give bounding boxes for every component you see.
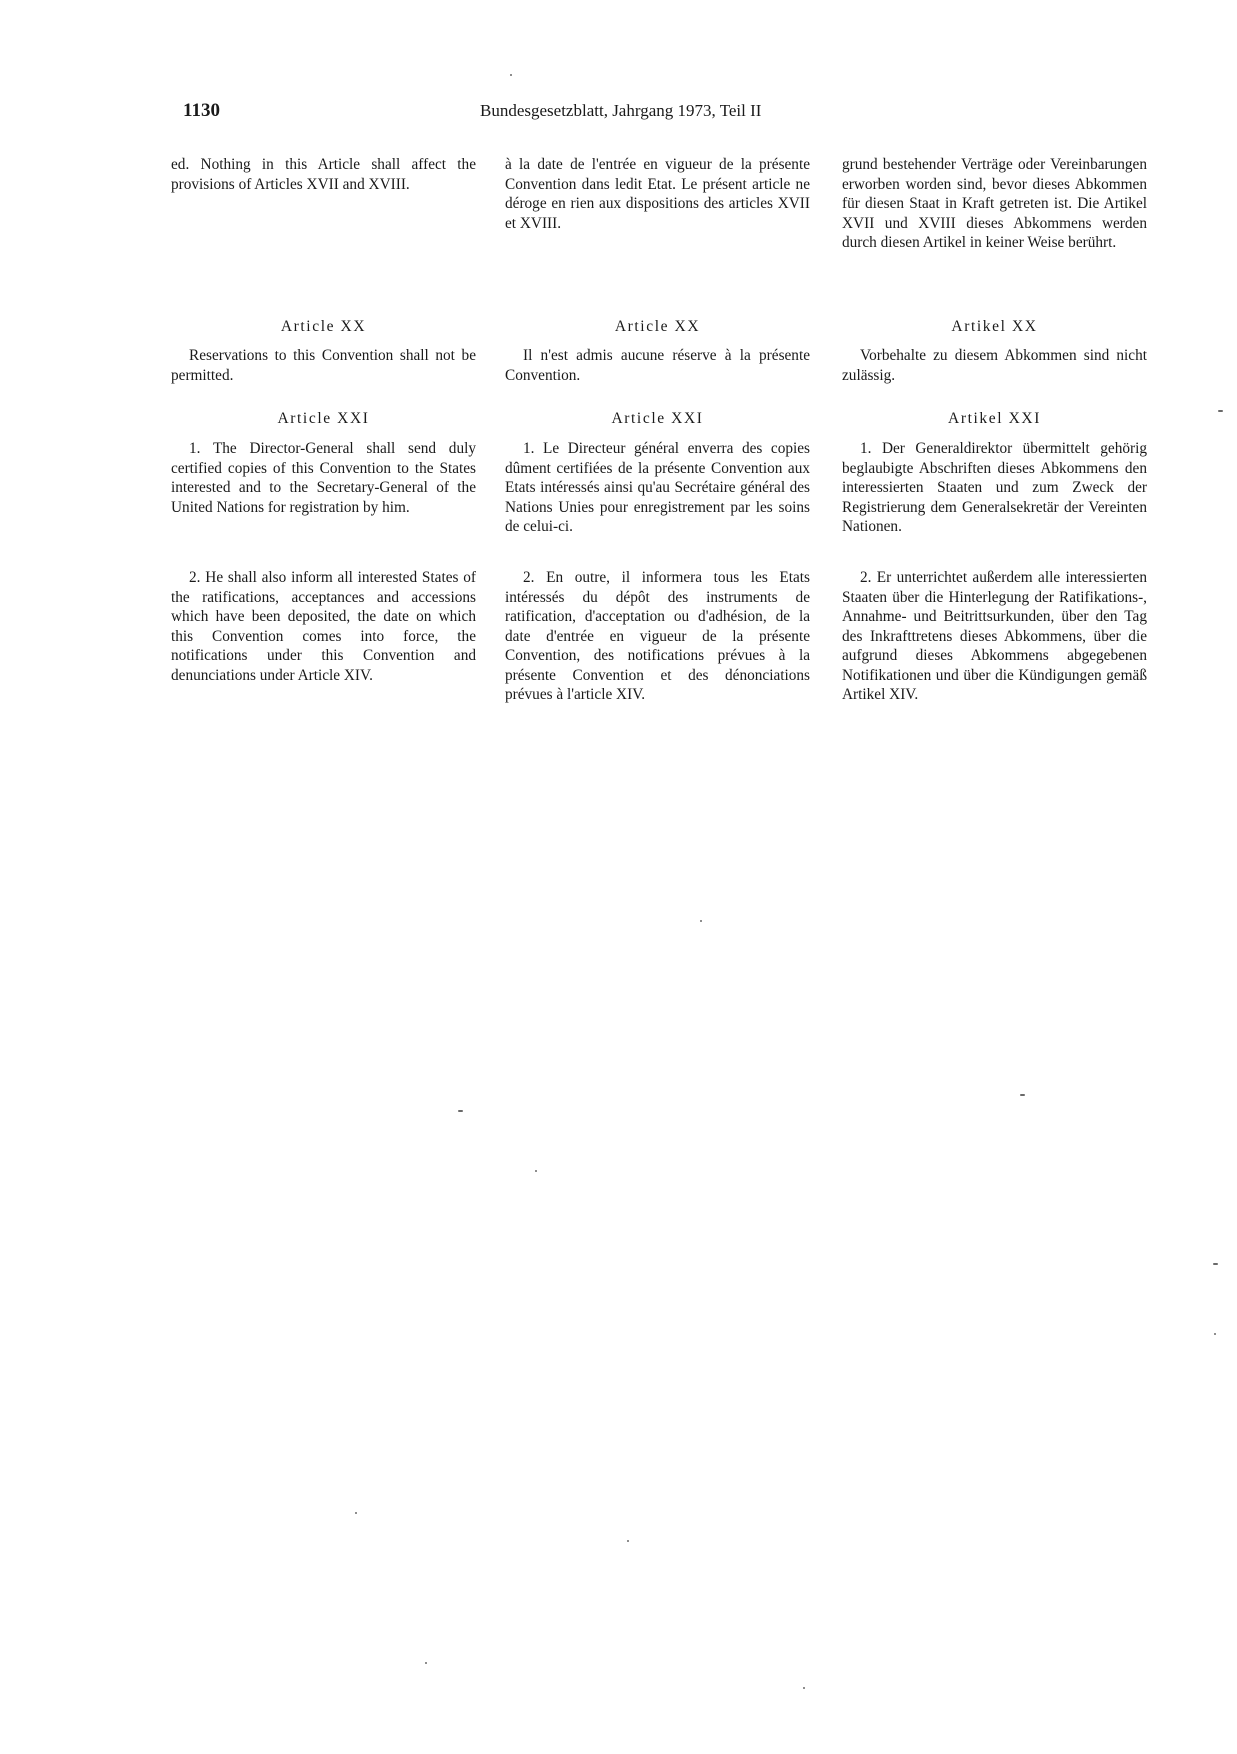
article-xxi-p1-fr	[505, 439, 810, 537]
article-xxi-paragraph-1-fr: 1. Le Directeur général enverra des copies dûment certifiées de la présente Convention aux Etats intéressés ainsi qu'au Secrétaire général des Nations Unies pour enregistrement par les soins de celui-ci.	[505, 440, 810, 535]
article-xx-paragraph-fr: Il n'est admis aucune réserve à la présente Convention.	[505, 347, 810, 384]
intro-text-en	[171, 155, 476, 194]
article-xx-paragraph-de: Vorbehalte zu diesem Abkommen sind nicht zulässig.	[842, 347, 1147, 384]
article-xxi-p2-en	[171, 568, 476, 685]
scan-speck	[1218, 410, 1223, 412]
article-xx-text-de	[842, 346, 1147, 385]
publication-title: Bundesgesetzblatt, Jahrgang 1973, Teil II	[480, 101, 762, 120]
intro-text-de	[842, 155, 1147, 253]
scan-speck	[510, 74, 512, 76]
intro-paragraph-de: grund bestehender Verträge oder Vereinbarungen erworben worden sind, bevor dieses Abkommen für diesen Staat in Kraft getreten ist. Die Artikel XVII und XVIII dieses Abkommens werden durch diesen Artikel in keiner Weise berührt.	[842, 156, 1147, 251]
article-xxi-paragraph-2-de: 2. Er unterrichtet außerdem alle interessierten Staaten über die Hinterlegung der Ratifikations-, Annahme- und Beitrittsurkunden, über den Tag des Inkrafttretens dieses Abkommens, über die aufgrund dieses Abkommens abgegebenen Notifikationen und über die Kündigungen gemäß Artikel XIV.	[842, 569, 1147, 703]
article-xxi-p2-de	[842, 568, 1147, 705]
article-xxi-p1-de	[842, 439, 1147, 537]
article-xxi-paragraph-2-fr: 2. En outre, il informera tous les Etats intéressés du dépôt des instruments de ratification, d'acceptation ou d'adhésion, de la date d'entrée en vigueur de la présente Convention, des notifications prévues à la présente Convention et des dénonciations prévues à l'article XIV.	[505, 569, 810, 703]
article-xx-heading-fr: Article XX	[614, 318, 701, 335]
scan-speck	[1213, 1263, 1218, 1265]
article-xxi-heading-en: Article XXI	[277, 410, 370, 427]
scan-speck	[355, 1512, 357, 1514]
article-xx-heading-en: Article XX	[280, 318, 367, 335]
scan-speck	[535, 1170, 537, 1172]
scan-speck	[425, 1662, 427, 1664]
scan-speck	[458, 1110, 463, 1112]
scan-speck	[803, 1687, 805, 1689]
article-xx-text-fr	[505, 346, 810, 385]
article-xxi-p1-en	[171, 439, 476, 517]
article-xxi-p2-fr	[505, 568, 810, 705]
scan-speck	[700, 920, 702, 922]
article-xxi-heading-fr: Article XXI	[611, 410, 704, 427]
scan-speck	[627, 1540, 629, 1542]
page-number: 1130	[183, 100, 220, 121]
scan-speck	[1020, 1094, 1025, 1096]
article-xxi-paragraph-1-de: 1. Der Generaldirektor übermittelt gehörig beglaubigte Abschriften dieses Abkommens den interessierten Staaten und zum Zweck der Registrierung dem Generalsekretär der Vereinten Nationen.	[842, 440, 1147, 535]
article-xxi-paragraph-2-en: 2. He shall also inform all interested States of the ratifications, acceptances and accessions which have been deposited, the date on which this Convention comes into force, the notifications under this Convention and denunciations under Article XIV.	[171, 569, 476, 684]
article-xx-paragraph-en: Reservations to this Convention shall not be permitted.	[171, 347, 476, 384]
article-xxi-paragraph-1-en: 1. The Director-General shall send duly certified copies of this Convention to the States interested and to the Secretary-General of the United Nations for registration by him.	[171, 440, 476, 516]
article-xxi-heading-de: Artikel XXI	[948, 410, 1041, 427]
article-xx-text-en	[171, 346, 476, 385]
intro-paragraph-en: ed. Nothing in this Article shall affect the provisions of Articles XVII and XVIII.	[171, 156, 476, 193]
intro-text-fr	[505, 155, 810, 233]
intro-paragraph-fr: à la date de l'entrée en vigueur de la présente Convention dans ledit Etat. Le présent article ne déroge en rien aux dispositions des articles XVII et XVIII.	[505, 156, 810, 232]
article-xx-heading-de: Artikel XX	[951, 318, 1038, 335]
scan-speck	[1214, 1333, 1216, 1335]
